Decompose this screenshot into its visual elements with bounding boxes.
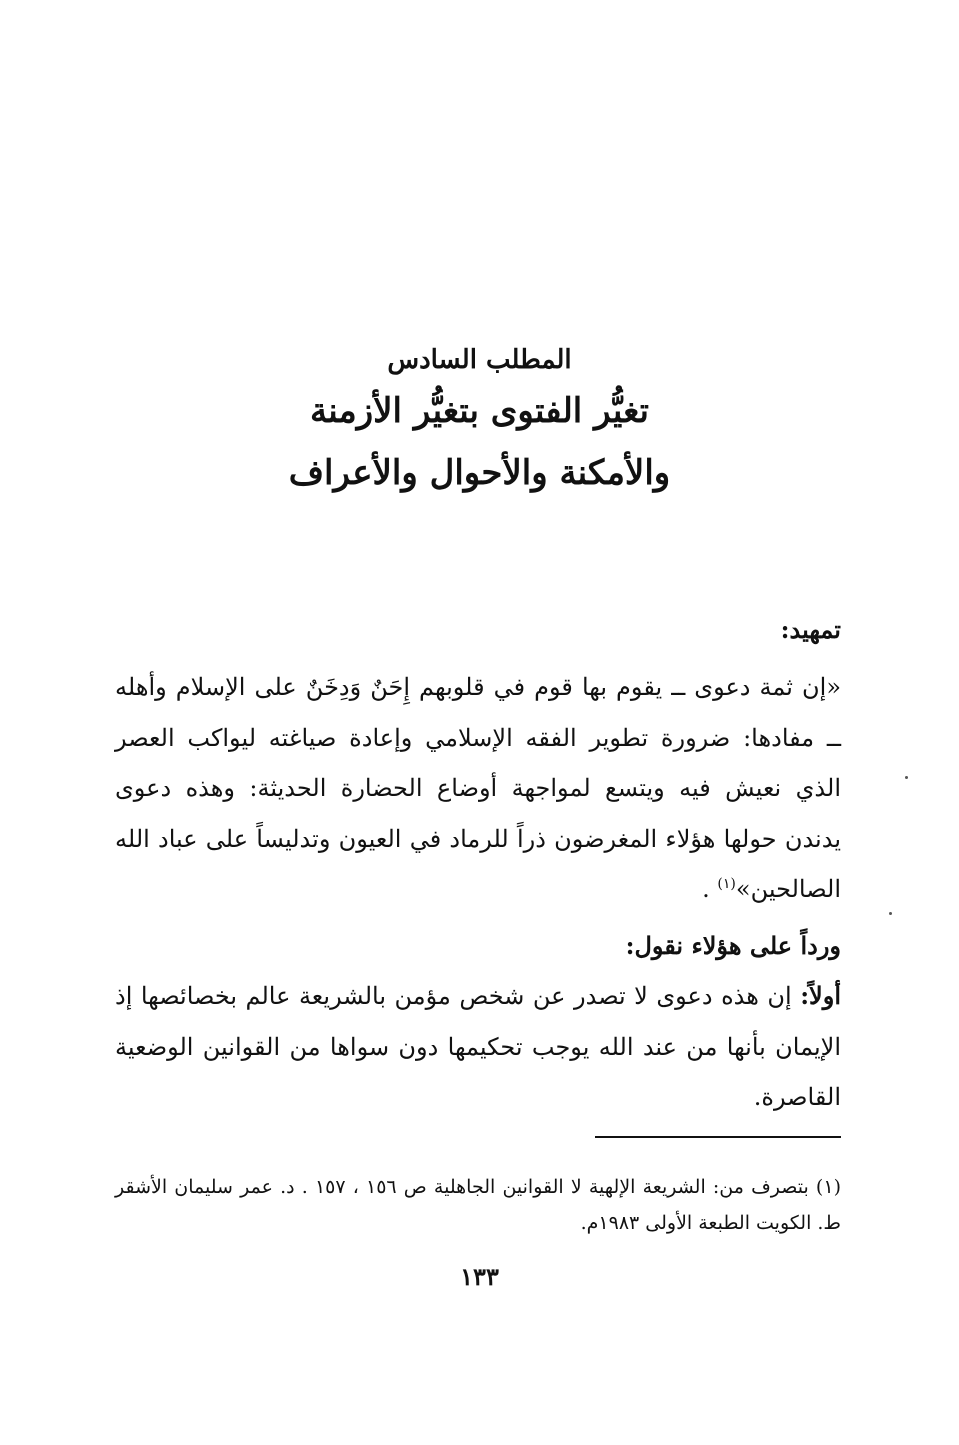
section-label: المطلب السادس — [387, 345, 572, 375]
footnote: (١) بتصرف من: الشريعة الإلهية لا القوانين الجاهلية ص ١٥٦ ، ١٥٧ . د. عمر سليمان الأشقر ط. الكويت الطبعة الأولى ١٩٨٣م. — [115, 1176, 841, 1234]
footnote-divider — [595, 1136, 841, 1138]
scan-speck — [905, 776, 908, 779]
response-heading: ورداً على هؤلاء نقول: — [625, 930, 841, 960]
intro-heading: تمهيد: — [780, 615, 841, 644]
section-title-line-1: تغيُّر الفتوى بتغيُّر الأزمنة — [310, 391, 649, 431]
response-paragraph — [115, 971, 841, 1123]
intro-quote: «إن ثمة دعوى ــ يقوم بها قوم في قلوبهم إِحَنٌ وَدِخَنٌ على الإسلام وأهله ــ مفادها: ضرورة تطوير الفقه الإسلامي وإعادة صياغته ليواكب العصر الذي نعيش فيه ويتسع لمواجهة أوضاع الحضارة الحديثة: وهذه دعوى يدندن حولها هؤلاء المغرضون ذراً للرماد في العيون وتدليساً على عباد الله الصالحين» — [115, 673, 841, 903]
body-text — [115, 608, 841, 1129]
section-headings — [0, 340, 959, 504]
scan-speck — [889, 912, 892, 915]
intro-paragraph — [115, 662, 841, 915]
response-first-label: أولاً: — [800, 981, 841, 1010]
page-number: ١٣٣ — [460, 1262, 499, 1291]
intro-quote-end: . — [702, 875, 718, 903]
footnote-reference[interactable]: (١) — [717, 876, 736, 892]
response-first-text: إن هذه دعوى لا تصدر عن شخص مؤمن بالشريعة عالم بخصائصها إذ الإيمان بأنها من عند الله يوجب تحكيمها دون سواها من القوانين الوضعية القاصرة. — [115, 982, 841, 1111]
section-title-line-2: والأمكنة والأحوال والأعراف — [288, 453, 671, 493]
